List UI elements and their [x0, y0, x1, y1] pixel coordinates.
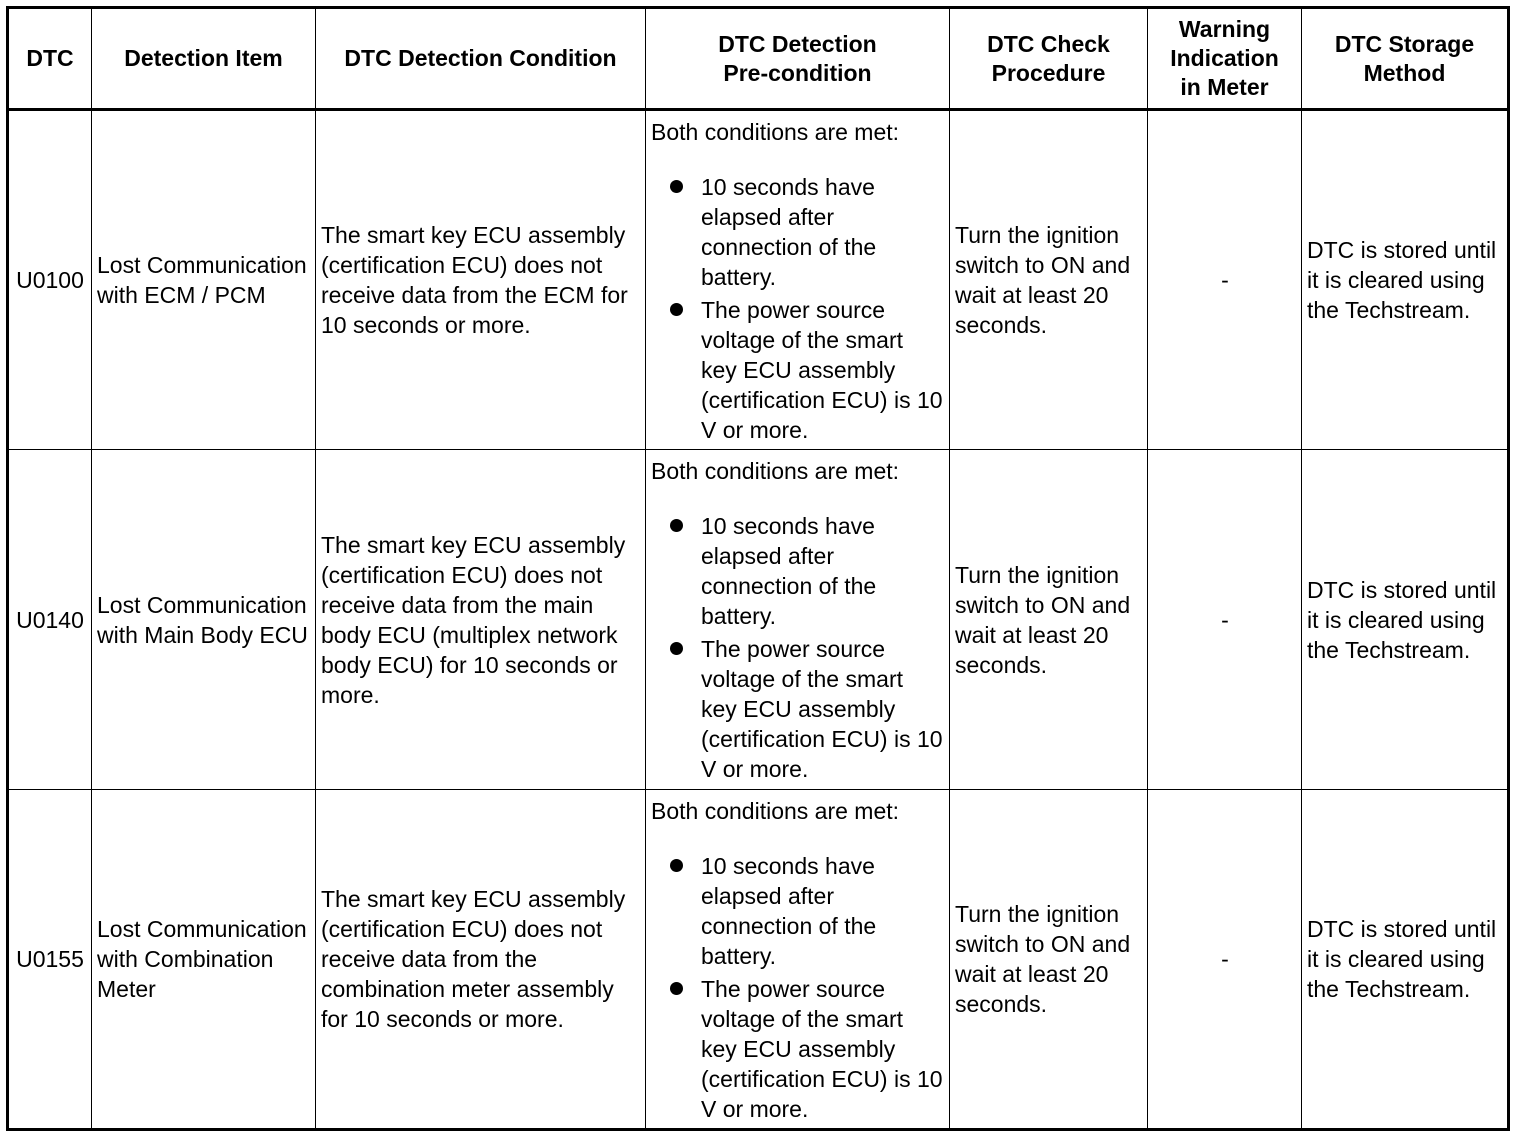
dtc-code-cell: U0155 [8, 790, 92, 1130]
storage-method-cell: DTC is stored until it is cleared using the Techstream. [1302, 110, 1509, 450]
list-item-text: 10 seconds have elapsed after connection of the battery. [701, 174, 877, 290]
precondition-list [651, 511, 945, 784]
header-dtc: DTC [8, 8, 92, 110]
dtc-table [6, 6, 1510, 1131]
list-item [651, 511, 945, 631]
bullet-icon [670, 180, 683, 193]
list-item-text: The power source voltage of the smart key ECU assembly (certification ECU) is 10 V or more. [701, 297, 943, 443]
header-check-procedure: DTC Check Procedure [950, 8, 1148, 110]
list-item-text: 10 seconds have elapsed after connection of the battery. [701, 513, 877, 629]
precondition-cell [646, 790, 950, 1130]
list-item-text: 10 seconds have elapsed after connection of the battery. [701, 853, 877, 969]
precondition-intro: Both conditions are met: [651, 119, 900, 145]
storage-method-cell: DTC is stored until it is cleared using the Techstream. [1302, 790, 1509, 1130]
detection-item-cell: Lost Communication with Main Body ECU [92, 450, 316, 790]
bullet-icon [670, 519, 683, 532]
table-row [8, 110, 1509, 450]
header-precondition: DTC Detection Pre-condition [646, 8, 950, 110]
detection-condition-cell: The smart key ECU assembly (certification ECU) does not receive data from the combination meter assembly for 10 seconds or more. [316, 790, 646, 1130]
dtc-code-cell: U0140 [8, 450, 92, 790]
dtc-code-cell: U0100 [8, 110, 92, 450]
bullet-icon [670, 859, 683, 872]
detection-item-cell: Lost Communication with ECM / PCM [92, 110, 316, 450]
check-procedure-cell: Turn the ignition switch to ON and wait at least 20 seconds. [950, 450, 1148, 790]
check-procedure-cell: Turn the ignition switch to ON and wait at least 20 seconds. [950, 110, 1148, 450]
check-procedure-cell: Turn the ignition switch to ON and wait at least 20 seconds. [950, 790, 1148, 1130]
precondition-intro: Both conditions are met: [651, 798, 900, 824]
detection-item-cell: Lost Communication with Combination Meter [92, 790, 316, 1130]
bullet-icon [670, 982, 683, 995]
table-body [8, 110, 1509, 1130]
list-item [651, 851, 945, 971]
list-item [651, 295, 945, 445]
list-item [651, 172, 945, 292]
header-warning-indication: Warning Indication in Meter [1148, 8, 1302, 110]
warning-indication-cell: - [1148, 110, 1302, 450]
precondition-list [651, 851, 945, 1124]
header-storage-method: DTC Storage Method [1302, 8, 1509, 110]
table-row [8, 450, 1509, 790]
bullet-icon [670, 303, 683, 316]
storage-method-cell: DTC is stored until it is cleared using the Techstream. [1302, 450, 1509, 790]
warning-indication-cell: - [1148, 790, 1302, 1130]
header-detection-item: Detection Item [92, 8, 316, 110]
precondition-intro: Both conditions are met: [651, 458, 900, 484]
list-item-text: The power source voltage of the smart key ECU assembly (certification ECU) is 10 V or more. [701, 636, 943, 782]
list-item [651, 974, 945, 1124]
header-row [8, 8, 1509, 110]
header-detection-condition: DTC Detection Condition [316, 8, 646, 110]
precondition-cell [646, 110, 950, 450]
warning-indication-cell: - [1148, 450, 1302, 790]
bullet-icon [670, 642, 683, 655]
precondition-cell [646, 450, 950, 790]
table-header [8, 8, 1509, 110]
precondition-list [651, 172, 945, 445]
detection-condition-cell: The smart key ECU assembly (certification ECU) does not receive data from the main body ECU (multiplex network body ECU) for 10 seconds or more. [316, 450, 646, 790]
table-row [8, 790, 1509, 1130]
list-item-text: The power source voltage of the smart key ECU assembly (certification ECU) is 10 V or more. [701, 976, 943, 1122]
list-item [651, 634, 945, 784]
detection-condition-cell: The smart key ECU assembly (certification ECU) does not receive data from the ECM for 10 seconds or more. [316, 110, 646, 450]
